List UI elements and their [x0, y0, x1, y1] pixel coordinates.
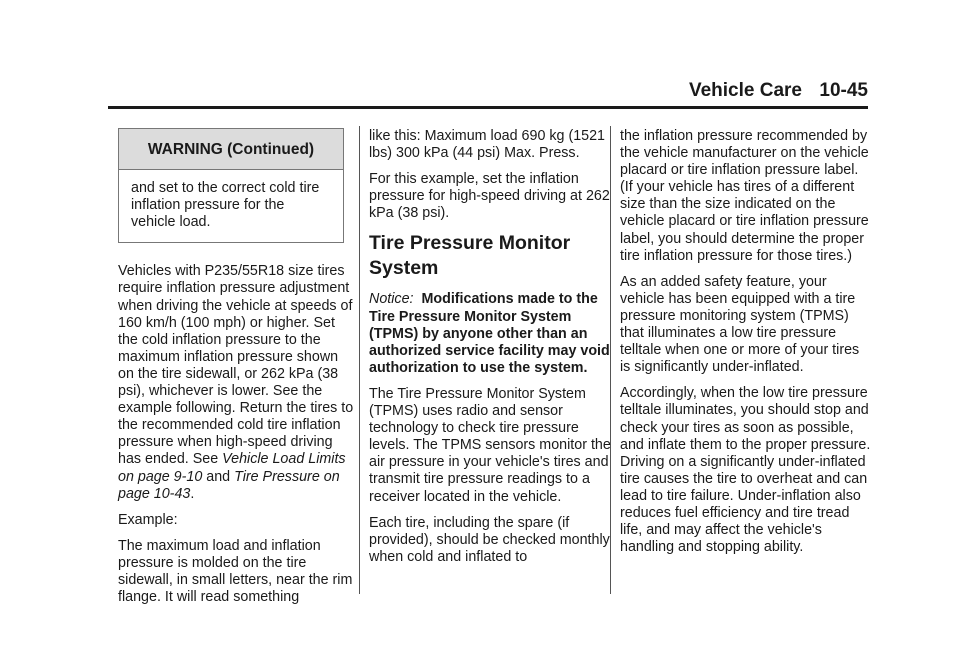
column-2	[369, 128, 615, 575]
column-1	[118, 128, 354, 615]
paragraph: The Tire Pressure Monitor System (TPMS) uses radio and sensor technology to check tire pressure levels. The TPMS sensors monitor the air pressure in your vehicle's tires and transmit tire pressure readings to a receiver located in the vehicle.	[369, 385, 611, 505]
paragraph-text: Vehicles with P235/55R18 size tires require inflation pressure adjustment when driving the vehicle at speeds of 160 km/h (100 mph) or higher. Set the cold inflation pressure to the maximum inflation pressure shown on the tire sidewall, or 262 kPa (38 psi), whichever is lower. See the example following. Return the tires to the recommended cold tire inflation pressure when high-speed driving has ended. See	[118, 263, 354, 468]
paragraph: Accordingly, when the low tire pressure telltale illuminates, you should stop and check your tires as soon as possible, and inflate them to the proper pressure. Driving on a significantly under-inflated tire causes the tire to overheat and can lead to tire failure. Under-inflation also reduces fuel efficiency and tire tread life, and may affect the vehicle's handling and stopping ability.	[620, 385, 871, 556]
paragraph: For this example, set the inflation pressure for high-speed driving at 262 kPa (38 psi).	[369, 171, 610, 222]
paragraph-text: and	[202, 468, 235, 485]
warning-title: WARNING (Continued)	[119, 129, 343, 170]
paragraph: The maximum load and inflation pressure is molded on the tire sidewall, in small letters, near the rim flange. It will read something	[118, 537, 353, 606]
cross-reference-link[interactable]: Vehicle Load Limits on page 9-10	[118, 451, 346, 485]
paragraph	[118, 263, 354, 502]
paragraph: Each tire, including the spare (if provided), should be checked monthly when cold and inflated to	[369, 514, 610, 565]
section-heading: Tire Pressure Monitor System	[369, 232, 571, 280]
notice-label: Notice:	[369, 291, 414, 308]
header-rule	[108, 106, 868, 109]
page-section-title: Vehicle Care	[688, 80, 802, 101]
column-3	[620, 128, 872, 565]
warning-body: and set to the correct cold tire inflation pressure for the vehicle load.	[131, 180, 320, 231]
notice	[369, 291, 615, 376]
paragraph: the inflation pressure recommended by the vehicle manufacturer on the vehicle placard or tire inflation pressure label. (If your vehicle has tires of a different size than the size indicated on the vehicle placard or tire inflation pressure label, you should determine the proper tire inflation pressure for those tires.)	[620, 128, 869, 264]
page-number: 10-45	[819, 80, 868, 101]
paragraph: As an added safety feature, your vehicle has been equipped with a tire pressure monitoring system (TPMS) that illuminates a low tire pressure telltale when one or more of your tires is significantly under-inflated.	[620, 273, 860, 376]
column-divider	[359, 126, 360, 594]
paragraph: like this: Maximum load 690 kg (1521 lbs) 300 kPa (44 psi) Max. Press.	[369, 128, 606, 162]
notice-text: Modifications made to the Tire Pressure Monitor System (TPMS) by anyone other than an authorized service facility may void authorization to use the system.	[369, 291, 610, 376]
warning-box	[118, 128, 344, 243]
cross-reference-link[interactable]: Tire Pressure on page 10-43	[118, 468, 340, 502]
example-label: Example:	[118, 511, 178, 528]
paragraph-text: .	[190, 485, 195, 502]
